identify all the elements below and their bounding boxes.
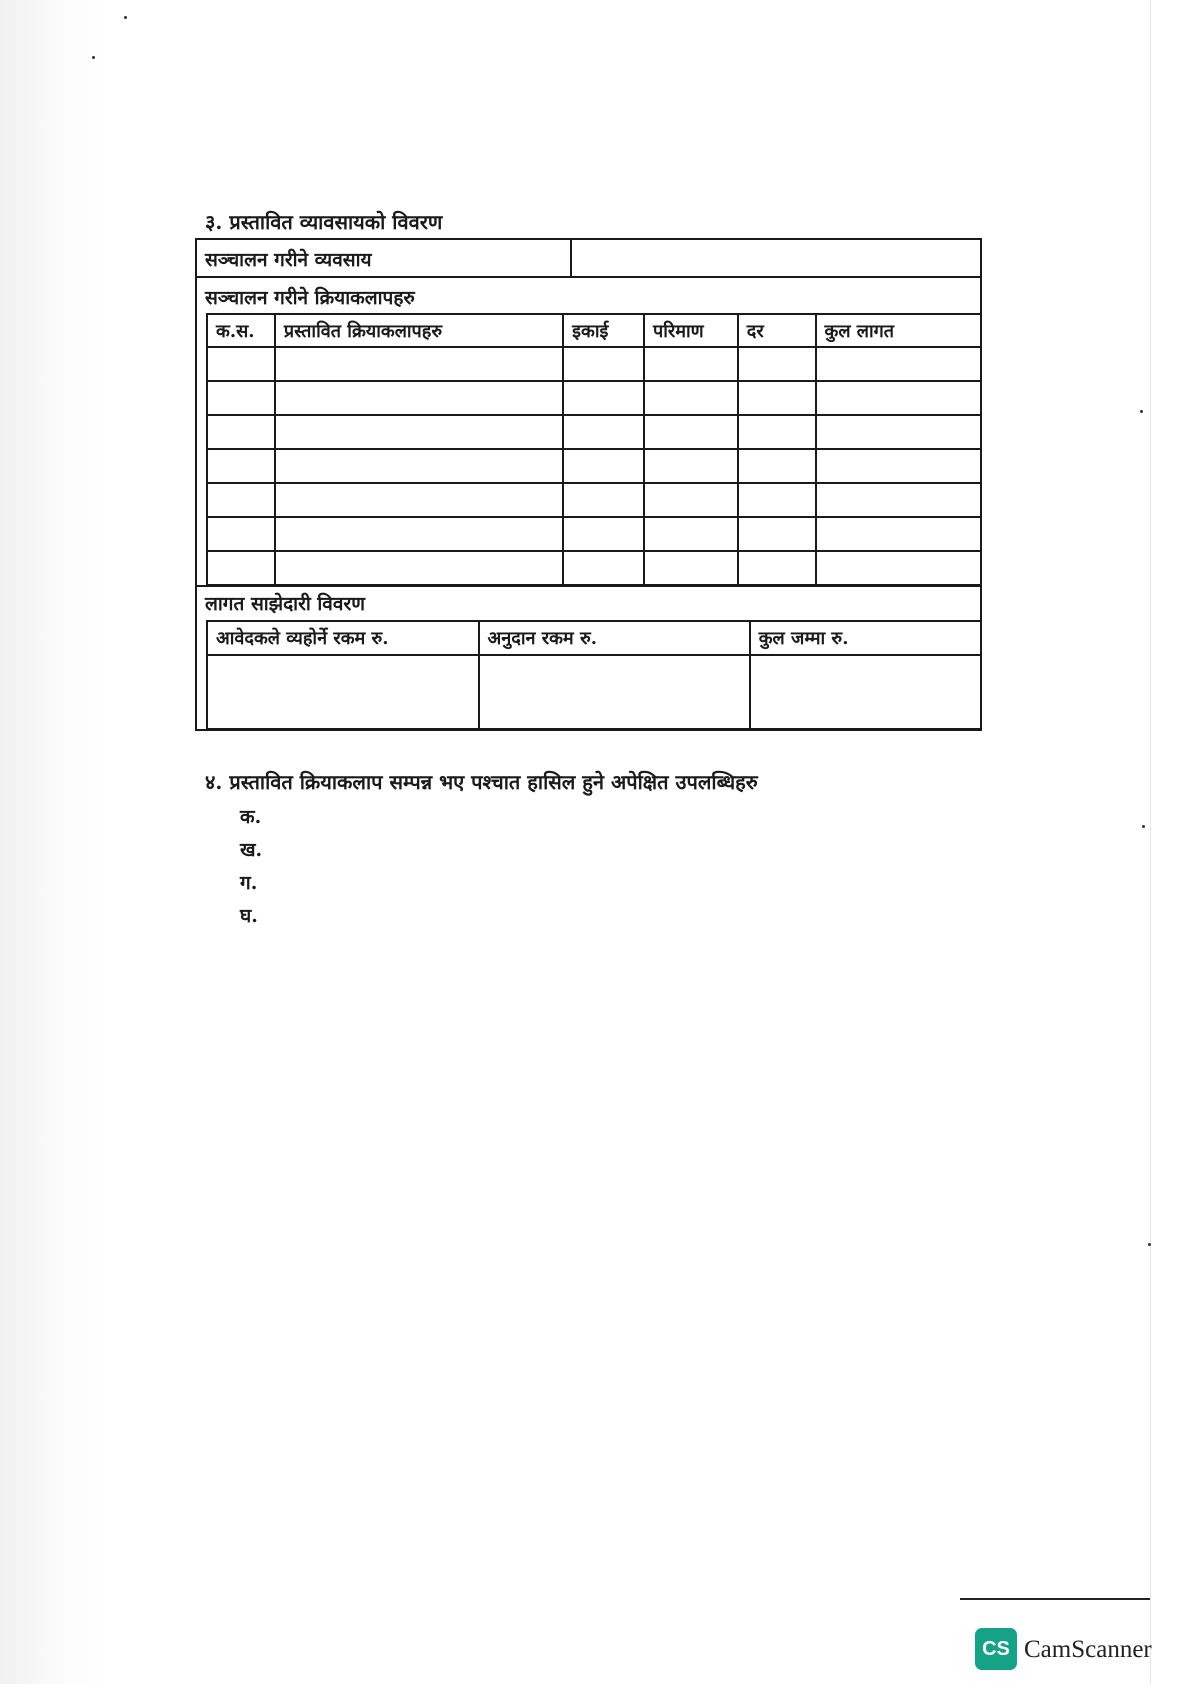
- activity-cell[interactable]: [275, 483, 563, 517]
- total-cost-cell[interactable]: [816, 449, 982, 483]
- achievement-item-ga: ग.: [240, 872, 258, 894]
- achievement-item-gha: घ.: [240, 905, 258, 927]
- serial-cell[interactable]: [207, 415, 275, 449]
- scan-speck: [1142, 825, 1145, 828]
- rate-cell[interactable]: [738, 347, 816, 381]
- camscanner-watermark: CamScanner: [1024, 1636, 1152, 1663]
- cost-header-row: [207, 621, 981, 655]
- header-serial-no: क.स.: [207, 314, 275, 347]
- table-row: [207, 483, 981, 517]
- scan-speck: [1148, 1243, 1151, 1246]
- header-proposed-activities: प्रस्तावित क्रियाकलापहरु: [275, 314, 563, 347]
- quantity-cell[interactable]: [644, 347, 738, 381]
- header-total-cost: कुल लागत: [816, 314, 982, 347]
- grand-total-cell[interactable]: [750, 655, 981, 729]
- total-cost-cell[interactable]: [816, 381, 982, 415]
- achievement-item-kha: ख.: [240, 839, 263, 861]
- scan-speck: [124, 16, 127, 19]
- activities-label: सञ्चालन गरीने क्रियाकलापहरु: [205, 287, 415, 309]
- serial-cell[interactable]: [207, 551, 275, 585]
- achievement-item-ka: क.: [240, 806, 262, 828]
- unit-cell[interactable]: [563, 415, 644, 449]
- total-cost-cell[interactable]: [816, 347, 982, 381]
- header-grand-total: कुल जम्मा रु.: [750, 621, 981, 655]
- unit-cell[interactable]: [563, 551, 644, 585]
- section-4-heading: ४. प्रस्तावित क्रियाकलाप सम्पन्न भए पश्चात हासिल हुने अपेक्षित उपलब्धिहरु: [205, 770, 758, 794]
- table-row: [207, 551, 981, 585]
- header-unit: इकाई: [563, 314, 644, 347]
- grant-amount-cell[interactable]: [479, 655, 750, 729]
- total-cost-cell[interactable]: [816, 483, 982, 517]
- activity-cell[interactable]: [275, 449, 563, 483]
- business-label: सञ्चालन गरीने व्यवसाय: [205, 249, 372, 271]
- cost-sharing-table: [206, 620, 982, 730]
- serial-cell[interactable]: [207, 347, 275, 381]
- quantity-cell[interactable]: [644, 381, 738, 415]
- footer-rule: [960, 1598, 1150, 1600]
- serial-cell[interactable]: [207, 483, 275, 517]
- quantity-cell[interactable]: [644, 449, 738, 483]
- table-row: [207, 347, 981, 381]
- scan-speck: [1140, 410, 1143, 413]
- quantity-cell[interactable]: [644, 415, 738, 449]
- business-divider: [570, 240, 572, 276]
- header-rate: दर: [738, 314, 816, 347]
- total-cost-cell[interactable]: [816, 551, 982, 585]
- total-cost-cell[interactable]: [816, 415, 982, 449]
- rate-cell[interactable]: [738, 415, 816, 449]
- table-row: [207, 517, 981, 551]
- activities-table: [206, 313, 982, 586]
- header-quantity: परिमाण: [644, 314, 738, 347]
- rate-cell[interactable]: [738, 483, 816, 517]
- table-row: [207, 415, 981, 449]
- business-row: [197, 240, 980, 278]
- section-3-heading: ३. प्रस्तावित व्यावसायको विवरण: [205, 210, 443, 234]
- activities-header-row: [207, 314, 981, 347]
- rate-cell[interactable]: [738, 517, 816, 551]
- unit-cell[interactable]: [563, 381, 644, 415]
- table-row: [207, 449, 981, 483]
- business-details-form: [195, 238, 982, 731]
- header-applicant-amount: आवेदकले व्यहोर्ने रकम रु.: [207, 621, 479, 655]
- cost-sharing-label: लागत साझेदारी विवरण: [205, 593, 365, 615]
- scan-speck: [92, 56, 95, 59]
- activity-cell[interactable]: [275, 551, 563, 585]
- rate-cell[interactable]: [738, 551, 816, 585]
- rate-cell[interactable]: [738, 449, 816, 483]
- quantity-cell[interactable]: [644, 517, 738, 551]
- unit-cell[interactable]: [563, 517, 644, 551]
- cost-sharing-divider: [197, 585, 980, 587]
- serial-cell[interactable]: [207, 381, 275, 415]
- unit-cell[interactable]: [563, 483, 644, 517]
- quantity-cell[interactable]: [644, 483, 738, 517]
- total-cost-cell[interactable]: [816, 517, 982, 551]
- cost-values-row: [207, 655, 981, 729]
- page-edge: [1150, 0, 1190, 1684]
- activity-cell[interactable]: [275, 517, 563, 551]
- quantity-cell[interactable]: [644, 551, 738, 585]
- applicant-amount-cell[interactable]: [207, 655, 479, 729]
- camscanner-logo-icon: CS: [975, 1628, 1017, 1670]
- activity-cell[interactable]: [275, 381, 563, 415]
- table-row: [207, 381, 981, 415]
- unit-cell[interactable]: [563, 449, 644, 483]
- serial-cell[interactable]: [207, 517, 275, 551]
- activity-cell[interactable]: [275, 415, 563, 449]
- serial-cell[interactable]: [207, 449, 275, 483]
- unit-cell[interactable]: [563, 347, 644, 381]
- activity-cell[interactable]: [275, 347, 563, 381]
- rate-cell[interactable]: [738, 381, 816, 415]
- header-grant-amount: अनुदान रकम रु.: [479, 621, 750, 655]
